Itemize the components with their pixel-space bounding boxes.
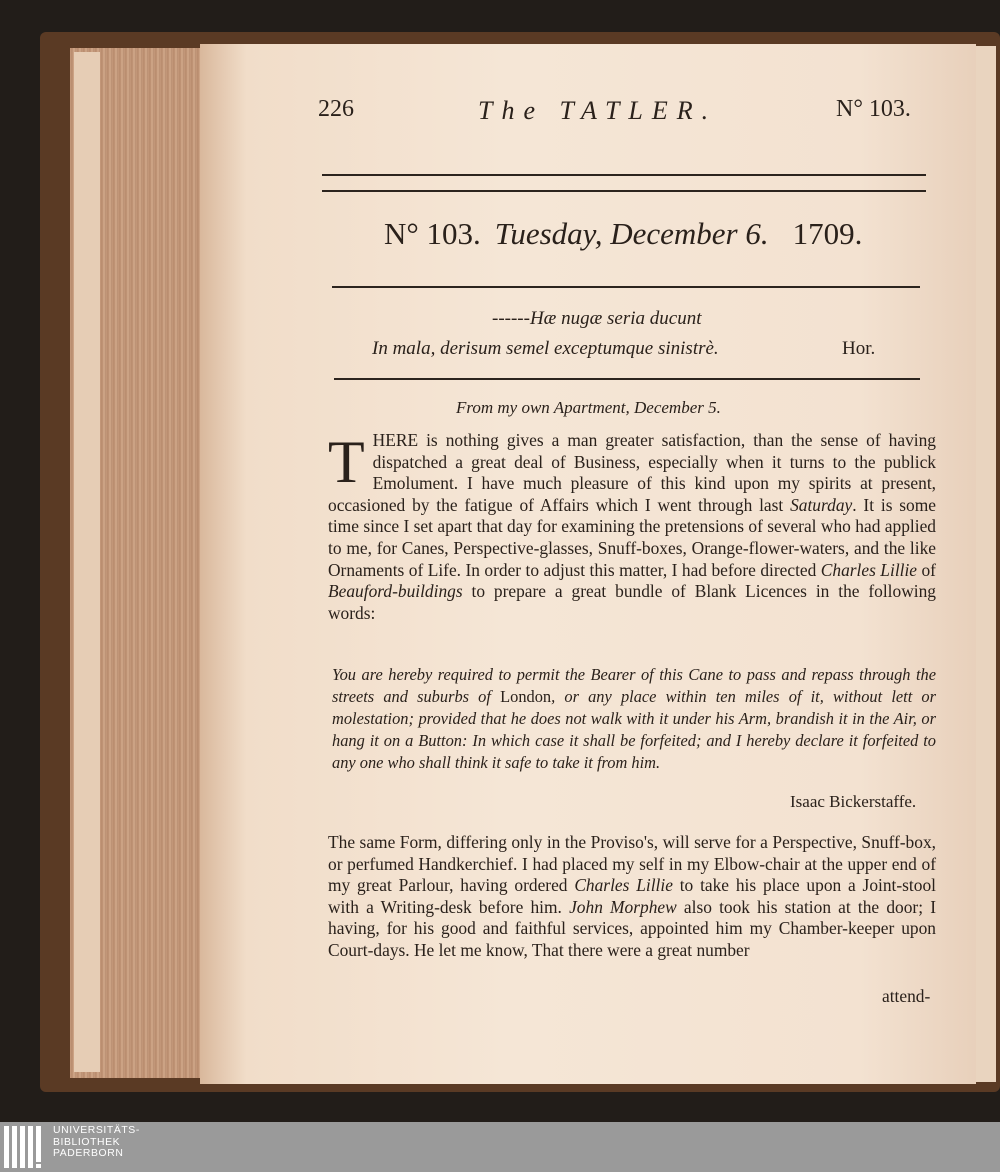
paragraph-2 xyxy=(328,832,936,962)
issue-date: Tuesday, December 6. xyxy=(494,216,769,251)
motto-line-2: In mala, derisum semel exceptumque sinistrè. xyxy=(372,338,719,359)
page-number: 226 xyxy=(318,96,354,122)
motto-rule xyxy=(334,378,920,380)
paragraph-2-part-3: also took his station at the door; I having, for his good and faithful services, appointed him my Chamber-keeper upon Court-days. He let me know, That there were a great number xyxy=(328,896,937,960)
paragraph-1-mid: . It is some time since I set apart that day for examining the pretensions of several who had applied to me, for Canes, Perspective-glasses, Snuff-boxes, Orange-flower-waters, and the like Ornaments of Life. In order to adjust this matter, I had before directed xyxy=(328,494,936,580)
issue-header xyxy=(384,216,862,252)
dateline: From my own Apartment, December 5. xyxy=(456,398,721,417)
drop-cap: T xyxy=(328,429,365,495)
page-edge-right xyxy=(976,46,996,1082)
library-name xyxy=(53,1125,173,1160)
licence-part-2: , or any place within ten miles of it, without lett or molestation; provided that he does not walk with it under his Arm, brandish it in the Air, or hang it on a Button: In which case it shall be forfeited; and I hereby declare it forfeited to any one who shall think it safe to take it from him. xyxy=(332,687,936,772)
paragraph-2-name-1: Charles Lillie xyxy=(574,875,673,896)
library-name-line-3: PADERBORN xyxy=(53,1148,124,1159)
header-rule-bottom xyxy=(322,190,926,192)
paragraph-1-tail: to prepare a great bundle of Blank Licences in the following words: xyxy=(328,581,936,623)
paragraph-1 xyxy=(328,430,936,624)
motto-line-1: ------Hæ nugæ seria ducunt xyxy=(492,308,702,329)
issue-rule xyxy=(332,286,920,288)
paragraph-2-name-2: John Morphew xyxy=(569,896,677,917)
library-name-line-2: BIBLIOTHEK xyxy=(53,1136,121,1148)
paragraph-1-day: Saturday xyxy=(790,494,853,515)
paragraph-1-place: Beauford-buildings xyxy=(328,581,463,602)
library-name-line-1: UNIVERSITÄTS- xyxy=(53,1125,140,1136)
licence-part-1: You are hereby required to permit the Bearer of this Cane to pass and repass through the streets and suburbs of xyxy=(332,665,936,706)
licence-city: London xyxy=(500,687,552,706)
header-rule-top xyxy=(322,174,926,176)
licence-signature: Isaac Bickerstaffe. xyxy=(790,792,917,811)
paragraph-2-part-1: The same Form, differing only in the Proviso's, will serve for a Perspective, Snuff-box, or perfumed Handkerchief. I had placed my self in my Elbow-chair at the upper end of my great Parlour, having ordered xyxy=(328,832,936,896)
issue-year: 1709. xyxy=(792,216,863,251)
paragraph-2-part-2: to take his place upon a Joint-stool with a Writing-desk before him. xyxy=(328,875,936,917)
page-edge-left xyxy=(74,52,100,1072)
motto-author: Hor. xyxy=(842,338,876,359)
catchword: attend- xyxy=(882,986,931,1006)
library-logo-icon xyxy=(4,1126,46,1168)
running-issue-number: N° 103. xyxy=(836,96,911,122)
journal-title: The TATLER. xyxy=(478,96,718,125)
issue-number: N° 103. xyxy=(384,216,481,251)
paragraph-1-lead: HERE is nothing gives a man greater satisfaction, than the sense of having dispatched a great deal of Business, especially when it turns to the publick Emolument. I have much pleasure of this kind upon my spirits at present, occasioned by the fatigue of Affairs which I went through last xyxy=(328,430,936,515)
paragraph-1-of: of xyxy=(917,559,936,580)
licence-text xyxy=(332,664,936,774)
paragraph-1-name: Charles Lillie xyxy=(820,559,918,580)
